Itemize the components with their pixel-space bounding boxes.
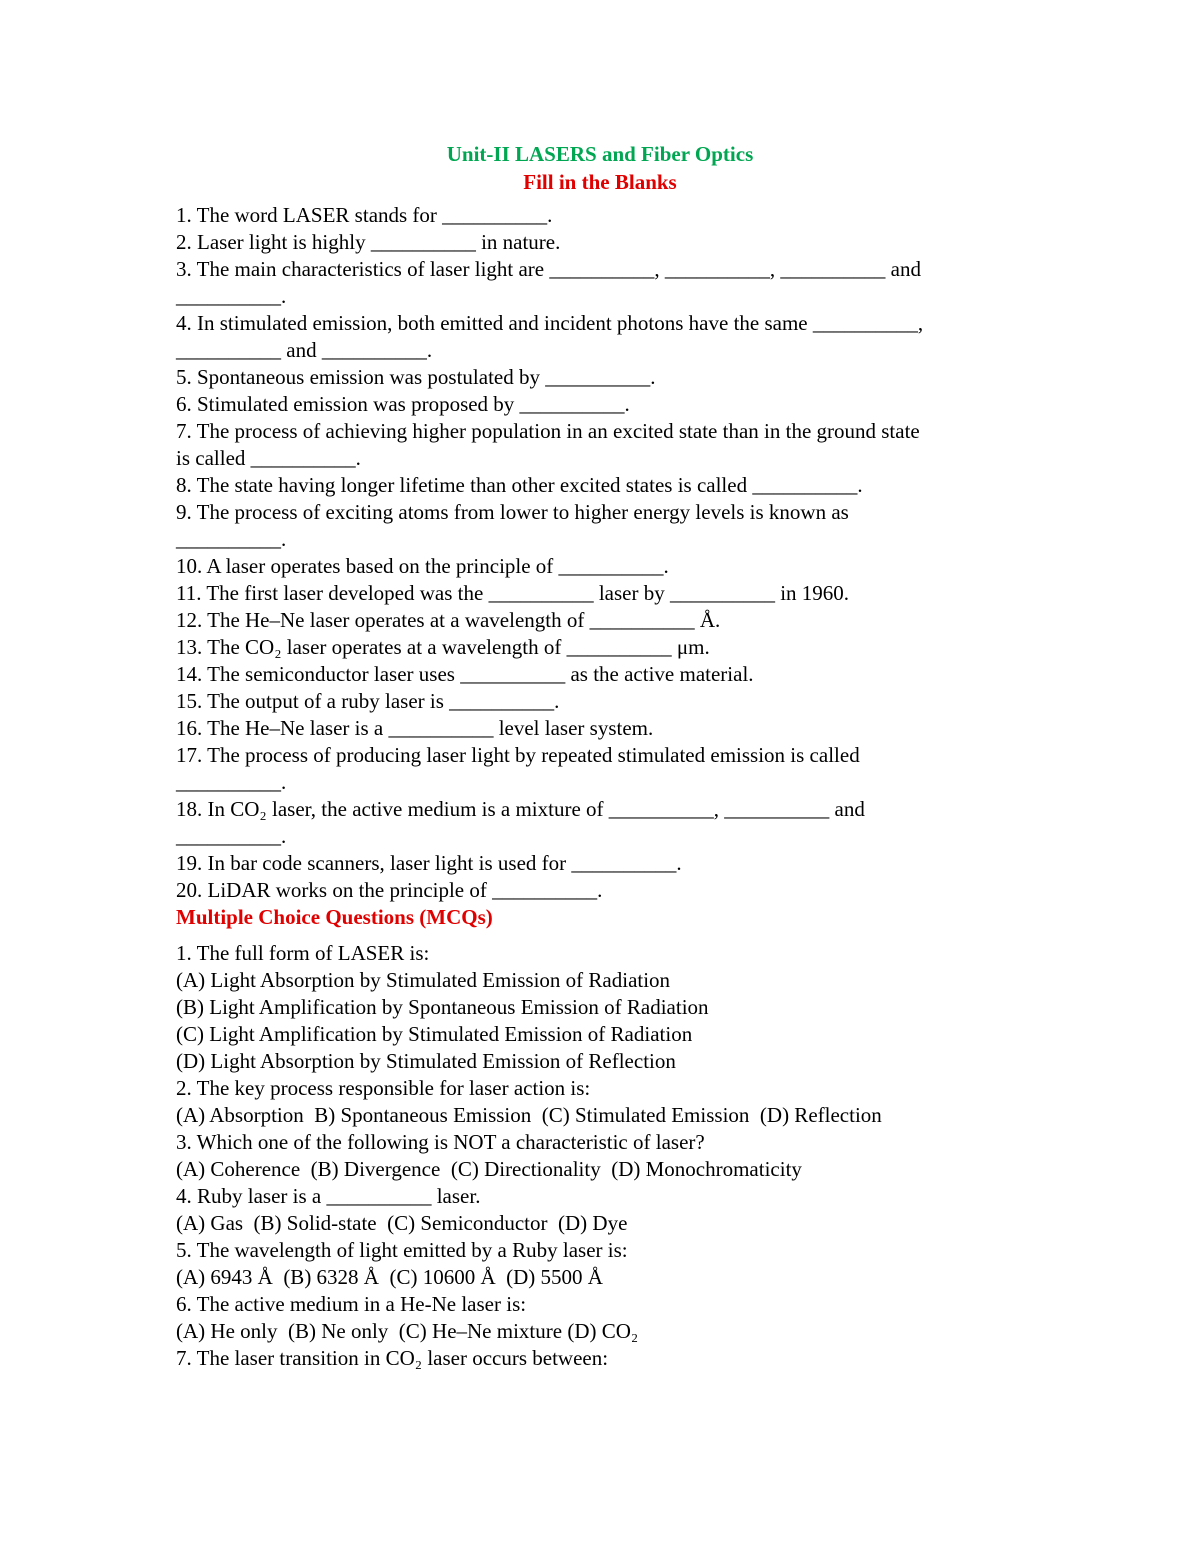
fib-line: 19. In bar code scanners, laser light is used for __________. — [176, 851, 682, 875]
fib-line: 4. In stimulated emission, both emitted and incident photons have the same __________, — [176, 311, 924, 335]
document-title: Unit-II LASERS and Fiber Optics — [446, 142, 754, 166]
mcq-line: (A) Light Absorption by Stimulated Emission of Radiation — [176, 968, 671, 992]
mcq-line: 7. The laser transition in CO₂ laser occurs between: — [176, 1346, 609, 1370]
fib-line: 14. The semiconductor laser uses __________ as the active material. — [176, 662, 754, 686]
mcq-line: 3. Which one of the following is NOT a characteristic of laser? — [176, 1130, 705, 1154]
fill-in-blanks-list — [176, 202, 1036, 904]
fib-line: 3. The main characteristics of laser light are __________, __________, __________ and — [176, 257, 921, 281]
mcq-line: 2. The key process responsible for laser action is: — [176, 1076, 591, 1100]
document-page — [176, 140, 1036, 1372]
fib-line: 7. The process of achieving higher population in an excited state than in the ground state — [176, 419, 920, 443]
mcq-line: 1. The full form of LASER is: — [176, 941, 430, 965]
fib-line: 15. The output of a ruby laser is __________. — [176, 689, 560, 713]
fib-line: 18. In CO₂ laser, the active medium is a mixture of __________, __________ and — [176, 797, 865, 821]
fib-line: __________. — [176, 527, 287, 551]
mcq-list — [176, 940, 1036, 1372]
mcq-line: (B) Light Amplification by Spontaneous Emission of Radiation — [176, 995, 709, 1019]
mcq-line: (A) Gas (B) Solid-state (C) Semiconductor (D) Dye — [176, 1211, 628, 1235]
fib-line: 6. Stimulated emission was proposed by __________. — [176, 392, 630, 416]
section-title-fill-blanks: Fill in the Blanks — [523, 170, 677, 194]
fib-line: 12. The He–Ne laser operates at a wavelength of __________ Å. — [176, 608, 721, 632]
mcq-line: 6. The active medium in a He-Ne laser is: — [176, 1292, 527, 1316]
mcq-line: (A) Absorption B) Spontaneous Emission (C) Stimulated Emission (D) Reflection — [176, 1103, 882, 1127]
fib-line: 16. The He–Ne laser is a __________ level laser system. — [176, 716, 654, 740]
fib-line: 2. Laser light is highly __________ in nature. — [176, 230, 561, 254]
fib-line: is called __________. — [176, 446, 361, 470]
mcq-line: 5. The wavelength of light emitted by a Ruby laser is: — [176, 1238, 628, 1262]
fib-line: 8. The state having longer lifetime than other excited states is called __________. — [176, 473, 863, 497]
fib-line: __________ and __________. — [176, 338, 433, 362]
fib-line: 5. Spontaneous emission was postulated by __________. — [176, 365, 656, 389]
mcq-line: (A) 6943 Å (B) 6328 Å (C) 10600 Å (D) 5500 Å — [176, 1265, 603, 1289]
fib-line: __________. — [176, 770, 287, 794]
mcq-line: (D) Light Absorption by Stimulated Emission of Reflection — [176, 1049, 676, 1073]
fib-line: 13. The CO₂ laser operates at a wavelength of __________ μm. — [176, 635, 710, 659]
fib-line: 1. The word LASER stands for __________. — [176, 203, 553, 227]
mcq-line: (C) Light Amplification by Stimulated Emission of Radiation — [176, 1022, 693, 1046]
fib-line: 10. A laser operates based on the principle of __________. — [176, 554, 669, 578]
fib-line: 20. LiDAR works on the principle of __________. — [176, 878, 603, 902]
mcq-line: 4. Ruby laser is a __________ laser. — [176, 1184, 481, 1208]
fib-line: 17. The process of producing laser light by repeated stimulated emission is called — [176, 743, 860, 767]
fib-line: 11. The first laser developed was the __________ laser by __________ in 1960. — [176, 581, 850, 605]
fib-line: __________. — [176, 824, 287, 848]
mcq-line: (A) Coherence (B) Divergence (C) Directionality (D) Monochromaticity — [176, 1157, 802, 1181]
fib-line: __________. — [176, 284, 287, 308]
fib-line: 9. The process of exciting atoms from lower to higher energy levels is known as — [176, 500, 849, 524]
section-title-mcqs: Multiple Choice Questions (MCQs) — [176, 905, 493, 929]
mcq-line: (A) He only (B) Ne only (C) He–Ne mixture (D) CO₂ — [176, 1319, 639, 1343]
